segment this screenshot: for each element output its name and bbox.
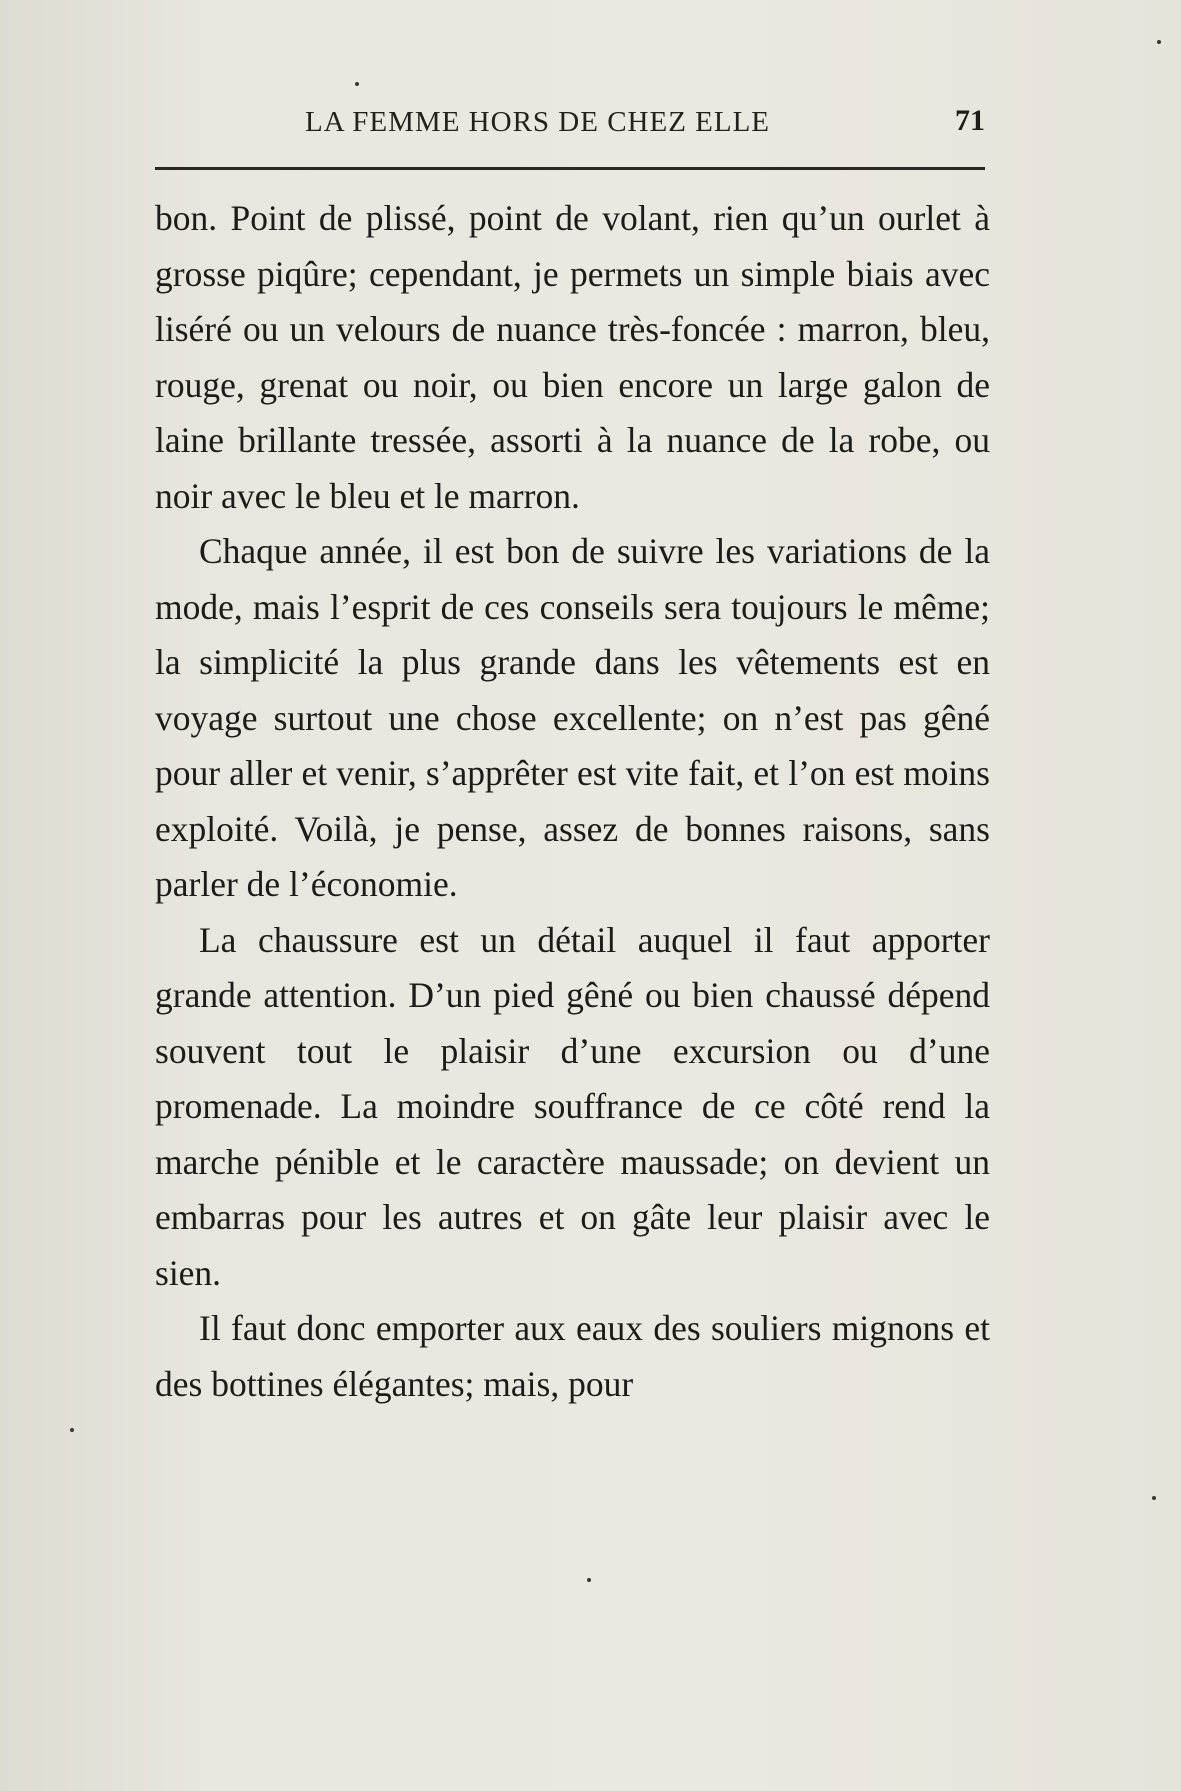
paragraph-3: La chaussure est un détail auquel il faut apporter grande attention. D’un pied gêné ou bien chaussé dépend souvent tout le plaisir d’une excursion ou d’une promenade. La moindre souffrance de ce côté rend la marche pénible et le caractère maussade; on devient un embarras pour les autres et on gâte leur plaisir avec le sien. — [155, 919, 990, 1293]
running-title: LA FEMME HORS DE CHEZ ELLE — [305, 106, 771, 138]
print-speck — [355, 82, 359, 86]
print-speck — [1157, 40, 1161, 44]
print-speck — [587, 1578, 591, 1582]
paragraph-1: bon. Point de plissé, point de volant, rien qu’un ourlet à grosse piqûre; cependant, je permets un simple biais avec liséré ou un velours de nuance très-foncée : marron, bleu, rouge, grenat ou noir, ou bien encore un large galon de laine brillante tressée, assorti à la nuance de la robe, ou noir avec le bleu et le marron. — [155, 198, 990, 516]
body-text — [155, 191, 990, 1412]
paragraph-2: Chaque année, il est bon de suivre les variations de la mode, mais l’esprit de ces conseils sera toujours le même; la simplicité la plus grande dans les vêtements est en voyage surtout une chose excellente; on n’est pas gêné pour aller et venir, s’apprêter est vite fait, et l’on est moins exploité. Voilà, je pense, assez de bonnes raisons, sans parler de l’économie. — [155, 531, 990, 904]
page-number: 71 — [955, 104, 985, 137]
header-rule — [155, 167, 985, 170]
paragraph-4: Il faut donc emporter aux eaux des souliers mignons et des bottines élégantes; mais, pour — [155, 1308, 990, 1404]
print-speck — [1152, 1496, 1156, 1500]
page-header — [155, 98, 985, 142]
print-speck — [70, 1428, 74, 1432]
